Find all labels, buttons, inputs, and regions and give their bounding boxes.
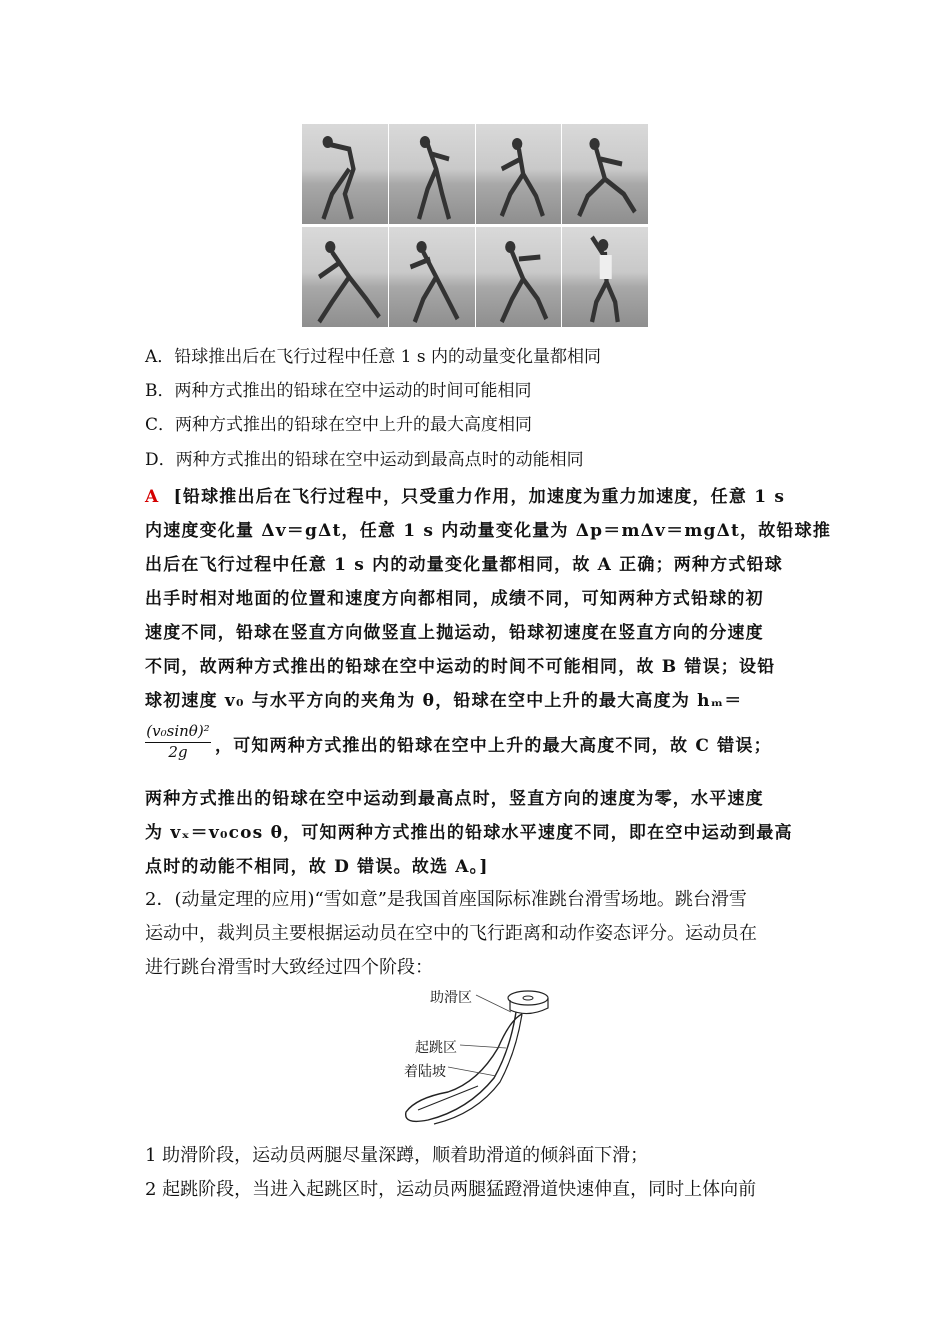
stage-list — [145, 1139, 807, 1207]
answer-explanation — [145, 480, 832, 718]
photo-frame — [476, 124, 562, 224]
answer-line: 内速度变化量 Δv＝gΔt，任意 1 s 内动量变化量为 Δp＝mΔv＝mgΔt，故铅球推 — [145, 521, 832, 541]
question-2 — [145, 883, 807, 985]
answer-tail — [145, 782, 807, 884]
option-d: D．两种方式推出的铅球在空中运动到最高点时的动能相同 — [145, 450, 584, 470]
option-c: C．两种方式推出的铅球在空中上升的最大高度相同 — [145, 415, 533, 435]
answer-line: 出手时相对地面的位置和速度方向都相同，成绩不同，可知两种方式铅球的初 — [145, 589, 764, 609]
answer-line: 点时的动能不相同，故 D 错误。故选 A。] — [145, 857, 489, 877]
photo-frame — [562, 227, 648, 327]
answer-line: 为 vₓ＝v₀cos θ，可知两种方式推出的铅球水平速度不同，即在空中运动到最高 — [145, 823, 793, 843]
label-landing-slope: 着陆坡 — [404, 1064, 446, 1080]
question-line: 运动中，裁判员主要根据运动员在空中的飞行距离和动作姿态评分。运动员在 — [145, 923, 757, 944]
photo-frame — [302, 227, 388, 327]
answer-line: 两种方式推出的铅球在空中运动到最高点时，竖直方向的速度为零，水平速度 — [145, 789, 764, 809]
ski-jump-diagram — [398, 990, 558, 1130]
answer-line: 速度不同，铅球在竖直方向做竖直上抛运动，铅球初速度在竖直方向的分速度 — [145, 623, 764, 643]
answer-line: 出后在飞行过程中任意 1 s 内的动量变化量都相同，故 A 正确；两种方式铅球 — [145, 555, 783, 575]
label-approach-zone: 助滑区 — [430, 990, 472, 1006]
option-b: B．两种方式推出的铅球在空中运动的时间可能相同 — [145, 381, 532, 401]
stage-item: 2 起跳阶段，当进入起跳区时，运动员两腿猛蹬滑道快速伸直，同时上体向前 — [145, 1179, 757, 1200]
max-height-fraction — [145, 722, 211, 761]
label-takeoff-zone: 起跳区 — [415, 1040, 457, 1056]
stage-item: 1 助滑阶段，运动员两腿尽量深蹲，顺着助滑道的倾斜面下滑； — [145, 1145, 649, 1166]
photo-frame — [302, 124, 388, 224]
photo-frame — [562, 124, 648, 224]
fraction-denominator: 2g — [168, 743, 188, 761]
photo-frame — [389, 227, 475, 327]
answer-letter: A — [145, 487, 160, 507]
option-a: A．铅球推出后在飞行过程中任意 1 s 内的动量变化量都相同 — [145, 347, 602, 367]
answer-line: 不同，故两种方式推出的铅球在空中运动的时间不可能相同，故 B 错误；设铅 — [145, 657, 776, 677]
shot-put-photo-sequence — [302, 124, 648, 327]
answer-line: 球初速度 v₀ 与水平方向的夹角为 θ，铅球在空中上升的最大高度为 hₘ＝ — [145, 691, 743, 711]
photo-frame — [389, 124, 475, 224]
photo-frame — [476, 227, 562, 327]
answer-line-after-fraction: ，可知两种方式推出的铅球在空中上升的最大高度不同，故 C 错误； — [215, 736, 772, 756]
question-line: 2．(动量定理的应用)“雪如意”是我国首座国际标准跳台滑雪场地。跳台滑雪 — [145, 889, 747, 910]
fraction-numerator: (v₀sinθ)² — [145, 722, 211, 743]
answer-line: A [铅球推出后在飞行过程中，只受重力作用，加速度为重力加速度，任意 1 s — [145, 487, 786, 507]
question-line: 进行跳台滑雪时大致经过四个阶段： — [145, 957, 433, 978]
